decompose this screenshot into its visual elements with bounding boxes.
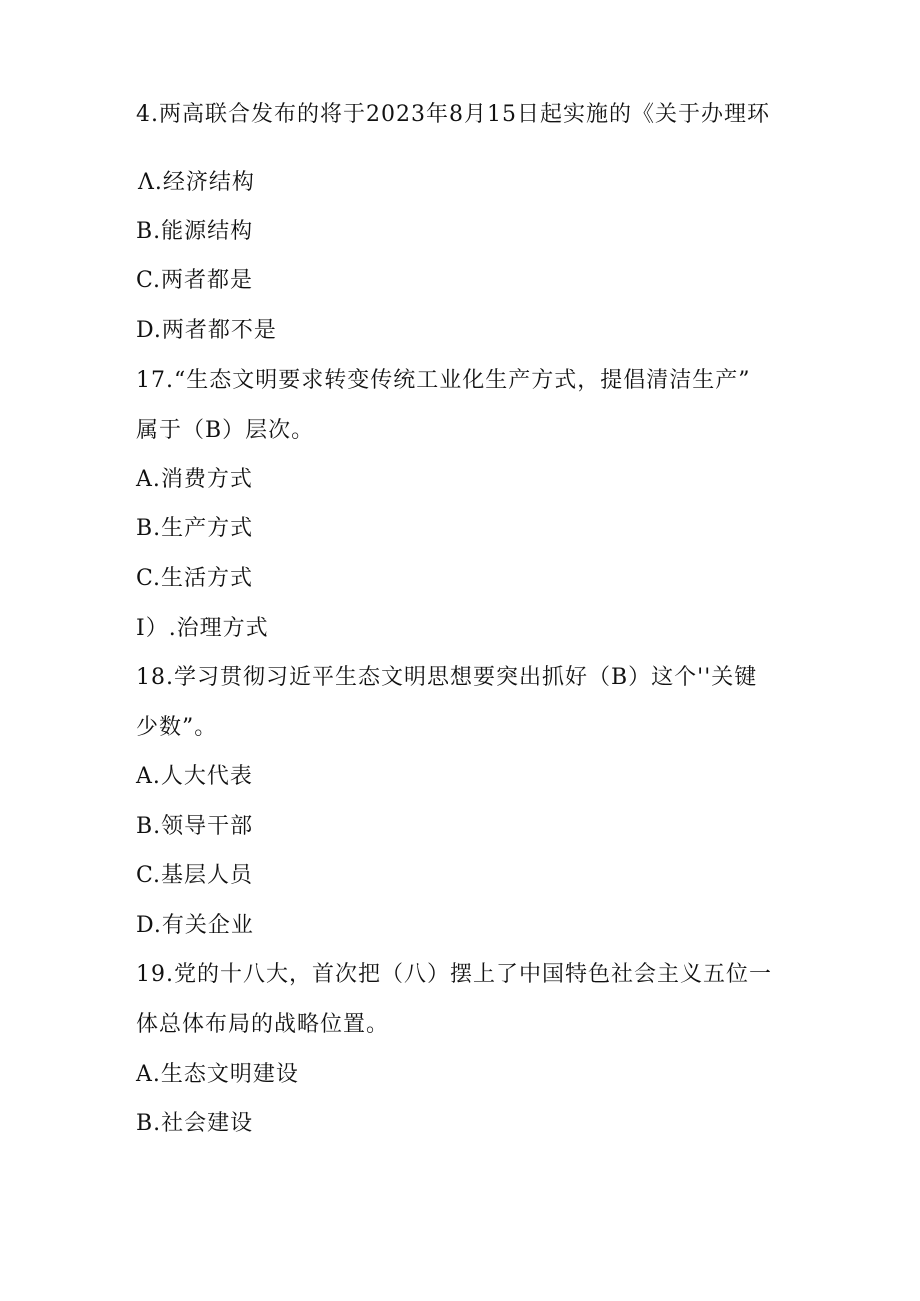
question-4-option-d: D.两者都不是 bbox=[136, 318, 277, 343]
question-18-option-d: D.有关企业 bbox=[136, 913, 254, 938]
question-19-text-line-1: 19.党的十八大，首次把（八）摆上了中国特色社会主义五位一 bbox=[136, 962, 772, 987]
question-4-option-c: C.两者都是 bbox=[136, 268, 254, 293]
question-4-option-b: B.能源结构 bbox=[136, 219, 254, 244]
question-19-option-a: A.生态文明建设 bbox=[136, 1062, 299, 1087]
question-18-option-b: B.领导干部 bbox=[136, 814, 254, 839]
question-4-text: 4.两高联合发布的将于2023年8月15日起实施的《关于办理环 bbox=[136, 102, 770, 127]
question-17-text-line-2: 属于（B）层次。 bbox=[136, 418, 315, 443]
question-17-text-line-1: 17.“生态文明要求转变传统工业化生产方式，提倡清洁生产” bbox=[136, 368, 751, 393]
question-19-text-line-2: 体总体布局的战略位置。 bbox=[136, 1012, 390, 1037]
question-17-option-a: A.消费方式 bbox=[136, 467, 253, 492]
question-18-option-a: A.人大代表 bbox=[136, 764, 253, 789]
question-18-text-line-1: 18.学习贯彻习近平生态文明思想要突出抓好（B）这个''关键 bbox=[136, 665, 758, 690]
question-17-option-d: I）.治理方式 bbox=[136, 616, 269, 641]
question-17-option-c: C.生活方式 bbox=[136, 566, 254, 591]
question-17-option-b: B.生产方式 bbox=[136, 516, 254, 541]
question-19-option-b: B.社会建设 bbox=[136, 1111, 254, 1136]
question-18-text-line-2: 少数”。 bbox=[136, 715, 218, 740]
question-4-option-a: Λ.经济结构 bbox=[138, 170, 255, 195]
question-18-option-c: C.基层人员 bbox=[136, 863, 254, 888]
